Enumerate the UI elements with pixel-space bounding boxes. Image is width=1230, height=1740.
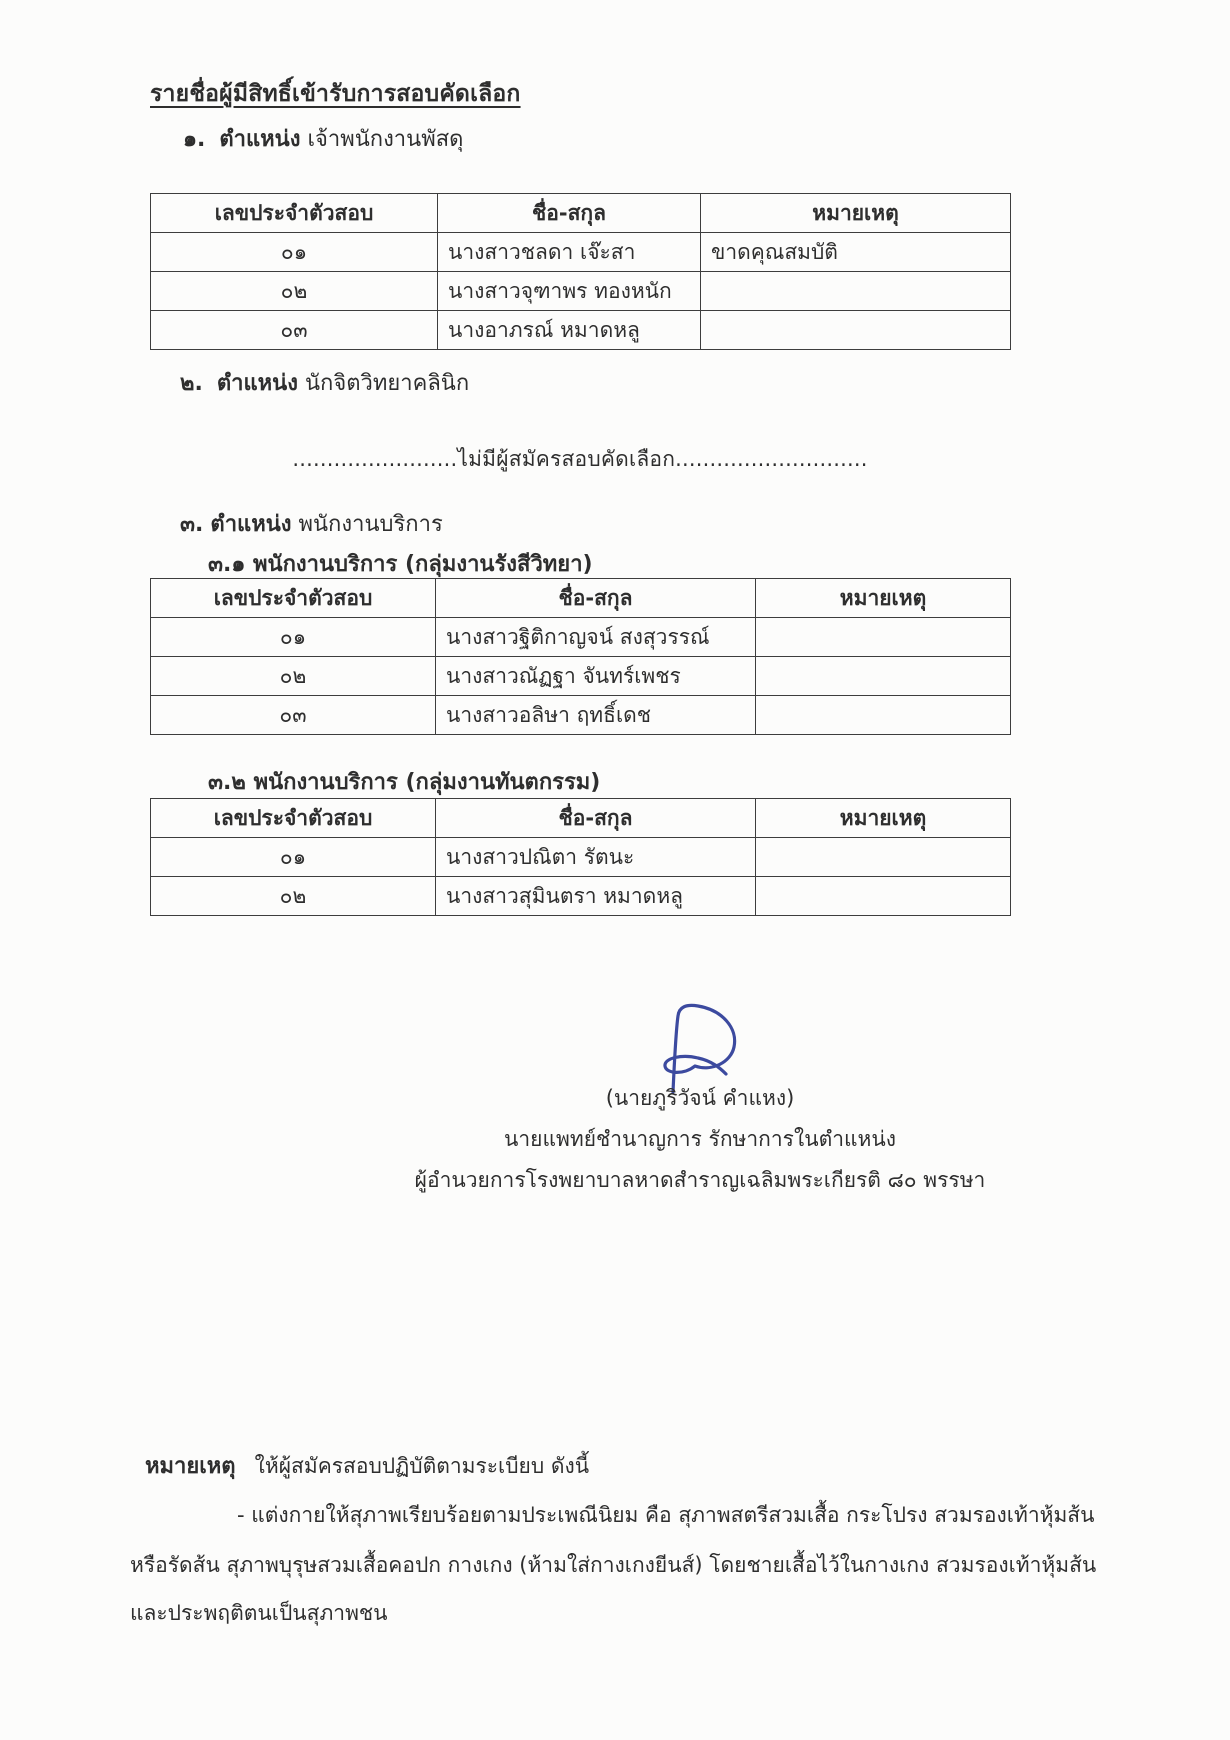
position-2-name: นักจิตวิทยาคลินิก xyxy=(304,371,470,396)
col-header-remark: หมายเหตุ xyxy=(756,799,1011,838)
remark xyxy=(701,272,1011,311)
subsection-3-2-heading xyxy=(208,764,600,799)
position-2-number: ๒. xyxy=(180,371,203,396)
subsection-3-2-name: พนักงานบริการ (กลุ่มงานทันตกรรม) xyxy=(253,770,601,795)
exam-number: ๐๒ xyxy=(151,272,438,311)
signer-block xyxy=(320,1078,1080,1201)
exam-number: ๐๒ xyxy=(151,877,436,916)
candidate-name: นางสาวสุมินตรา หมาดหลู xyxy=(436,877,756,916)
remark xyxy=(756,838,1011,877)
no-applicants-line: ........................ไม่มีผู้สมัครสอบคัดเลือก............................ xyxy=(292,447,868,471)
candidate-name: นางสาวฐิติกาญจน์ สงสุวรรณ์ xyxy=(436,618,756,657)
position-3-heading xyxy=(180,506,443,541)
position-3-label: ตำแหน่ง xyxy=(210,512,292,537)
position-1-name: เจ้าพนักงานพัสดุ xyxy=(307,127,464,152)
candidate-name: นางสาวอลิษา ฤทธิ์เดช xyxy=(436,696,756,735)
col-header-exam-number: เลขประจำตัวสอบ xyxy=(151,579,436,618)
table-header-row xyxy=(151,579,1011,618)
table-row xyxy=(151,877,1011,916)
note-heading xyxy=(145,1448,589,1483)
position-1-heading xyxy=(183,121,463,156)
col-header-exam-number: เลขประจำตัวสอบ xyxy=(151,799,436,838)
remark xyxy=(756,618,1011,657)
candidate-name: นางอาภรณ์ หมาดหลู xyxy=(438,311,701,350)
candidates-table-position-3-1 xyxy=(150,578,1011,735)
col-header-name: ชื่อ-สกุล xyxy=(438,194,701,233)
note-label: หมายเหตุ xyxy=(145,1454,236,1479)
table-row xyxy=(151,272,1011,311)
table-row xyxy=(151,657,1011,696)
candidate-name: นางสาวจุฑาพร ทองหนัก xyxy=(438,272,701,311)
subsection-3-2-number: ๓.๒ xyxy=(208,770,246,795)
note-intro: ให้ผู้สมัครสอบปฏิบัติตามระเบียบ ดังนี้ xyxy=(254,1454,590,1478)
col-header-remark: หมายเหตุ xyxy=(701,194,1011,233)
signer-title-line-2: ผู้อำนวยการโรงพยาบาลหาดสำราญเฉลิมพระเกียรติ ๘๐ พรรษา xyxy=(414,1168,986,1192)
signer-title-line-1: นายแพทย์ชำนาญการ รักษาการในตำแหน่ง xyxy=(504,1127,896,1151)
page-title: รายชื่อผู้มีสิทธิ์เข้ารับการสอบคัดเลือก xyxy=(150,81,521,107)
subsection-3-1-number: ๓.๑ xyxy=(208,552,246,577)
note-line-3: และประพฤติตนเป็นสุภาพชน xyxy=(130,1601,388,1625)
candidate-name: นางสาวชลดา เจ๊ะสา xyxy=(438,233,701,272)
note-line-2: หรือรัดส้น สุภาพบุรุษสวมเสื้อคอปก กางเกง (ห้ามใส่กางเกงยีนส์) โดยชายเสื้อไว้ในกางเกง สวมรองเท้าหุ้มส้น xyxy=(130,1553,1097,1577)
exam-number: ๐๑ xyxy=(151,838,436,877)
note-line-1: - แต่งกายให้สุภาพเรียบร้อยตามประเพณีนิยม คือ สุภาพสตรีสวมเสื้อ กระโปรง สวมรองเท้าหุ้มส้น xyxy=(237,1503,1095,1527)
subsection-3-1-name: พนักงานบริการ (กลุ่มงานรังสีวิทยา) xyxy=(253,552,593,577)
col-header-exam-number: เลขประจำตัวสอบ xyxy=(151,194,438,233)
candidates-table-position-1 xyxy=(150,193,1011,350)
position-3-name: พนักงานบริการ xyxy=(298,512,443,537)
position-2-heading xyxy=(180,365,469,400)
exam-number: ๐๓ xyxy=(151,696,436,735)
candidate-name: นางสาวณัฏฐา จันทร์เพชร xyxy=(436,657,756,696)
table-header-row xyxy=(151,799,1011,838)
position-2-label: ตำแหน่ง xyxy=(216,371,298,396)
col-header-name: ชื่อ-สกุล xyxy=(436,799,756,838)
remark xyxy=(756,877,1011,916)
remark xyxy=(701,311,1011,350)
exam-number: ๐๑ xyxy=(151,618,436,657)
table-row xyxy=(151,838,1011,877)
signer-name: (นายภูริวัจน์ คำแหง) xyxy=(605,1086,795,1110)
candidate-name: นางสาวปณิตา รัตนะ xyxy=(436,838,756,877)
remark xyxy=(756,696,1011,735)
table-row xyxy=(151,618,1011,657)
candidates-table-position-3-2 xyxy=(150,798,1011,916)
exam-number: ๐๑ xyxy=(151,233,438,272)
col-header-remark: หมายเหตุ xyxy=(756,579,1011,618)
position-1-label: ตำแหน่ง xyxy=(219,127,301,152)
col-header-name: ชื่อ-สกุล xyxy=(436,579,756,618)
position-3-number: ๓. xyxy=(180,512,204,537)
subsection-3-1-heading xyxy=(208,546,593,581)
position-1-number: ๑. xyxy=(183,127,206,152)
exam-number: ๐๒ xyxy=(151,657,436,696)
table-row xyxy=(151,696,1011,735)
table-row xyxy=(151,311,1011,350)
remark xyxy=(756,657,1011,696)
remark: ขาดคุณสมบัติ xyxy=(701,233,1011,272)
table-row xyxy=(151,233,1011,272)
table-header-row xyxy=(151,194,1011,233)
exam-number: ๐๓ xyxy=(151,311,438,350)
